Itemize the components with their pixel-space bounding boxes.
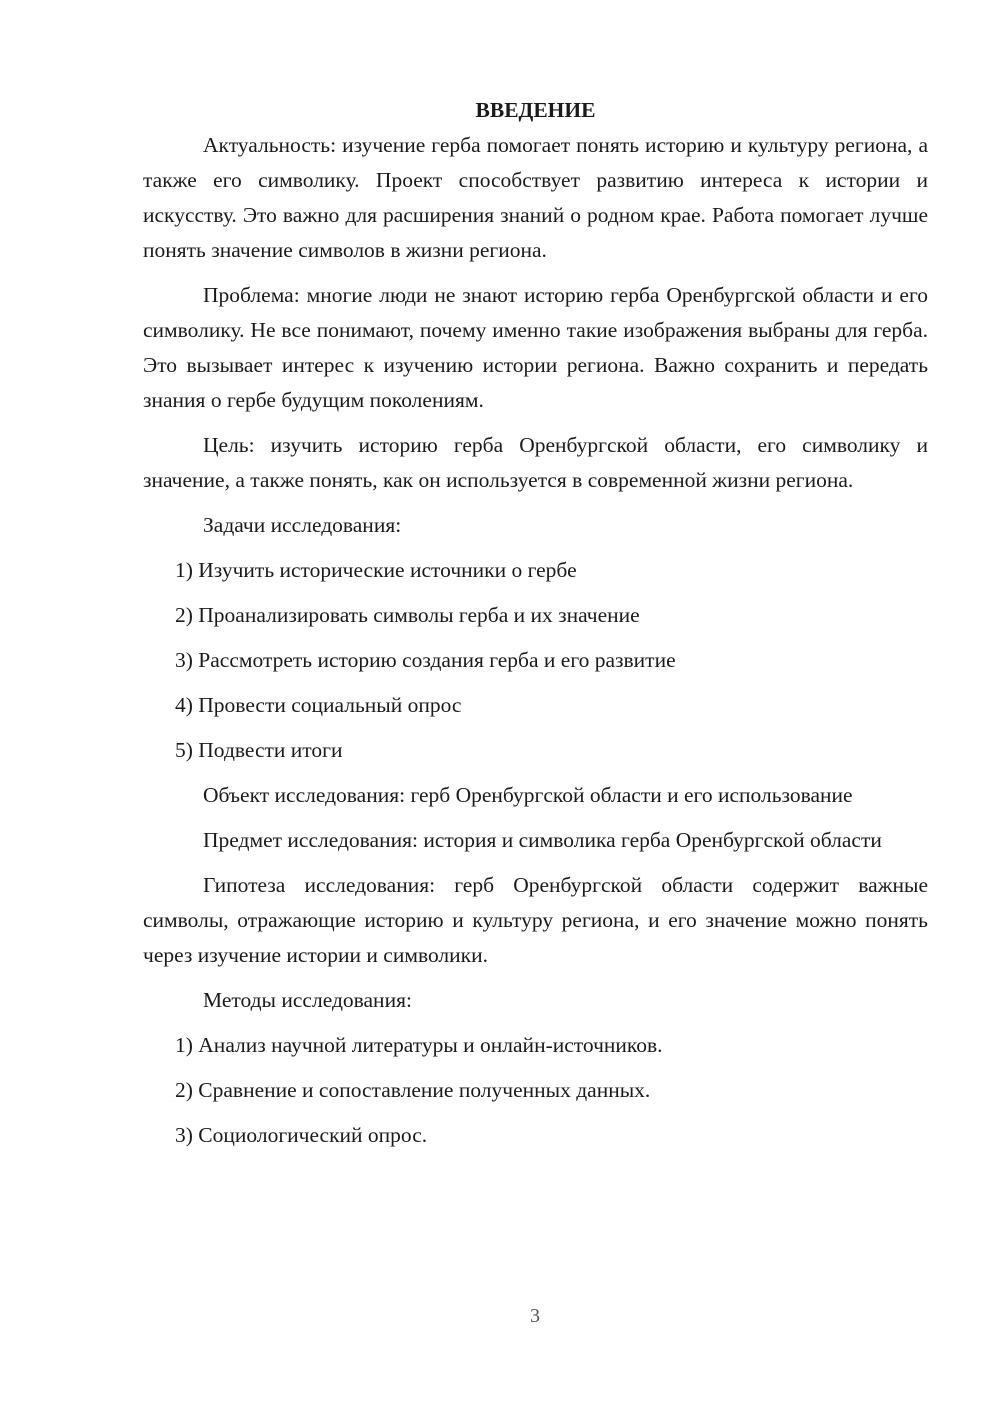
list-item: 3) Социологический опрос. (175, 1123, 428, 1147)
list-item: 1) Анализ научной литературы и онлайн-источников. (175, 1033, 663, 1057)
relevance-paragraph: Актуальность: изучение герба помогает понять историю и культуру региона, а также его символику. Проект способствует развитию интереса к истории и искусству. Это важно для расширения знаний о родном крае. Работа помогает лучше понять значение символов в жизни региона. (143, 133, 928, 262)
list-item: 4) Провести социальный опрос (175, 693, 462, 717)
list-item: 5) Подвести итоги (175, 738, 343, 762)
list-item: 3) Рассмотреть историю создания герба и его развитие (175, 648, 676, 672)
document-page (143, 93, 928, 1163)
page-number: 3 (530, 1305, 540, 1327)
list-item: 2) Сравнение и сопоставление полученных данных. (175, 1078, 651, 1102)
methods-list (143, 1028, 928, 1153)
object-paragraph: Объект исследования: герб Оренбургской области и его использование (203, 783, 853, 807)
goal-paragraph: Цель: изучить историю герба Оренбургской области, его символику и значение, а также понять, как он используется в современной жизни региона. (143, 433, 928, 492)
methods-label: Методы исследования: (203, 988, 412, 1012)
list-item: 1) Изучить исторические источники о гербе (175, 558, 577, 582)
page-title: ВВЕДЕНИЕ (475, 98, 596, 122)
subject-paragraph: Предмет исследования: история и символика герба Оренбургской области (203, 828, 882, 852)
list-item: 2) Проанализировать символы герба и их значение (175, 603, 640, 627)
tasks-label: Задачи исследования: (203, 513, 402, 537)
tasks-list (143, 553, 928, 768)
hypothesis-paragraph: Гипотеза исследования: герб Оренбургской области содержит важные символы, отражающие историю и культуру региона, и его значение можно понять через изучение истории и символики. (143, 873, 928, 967)
problem-paragraph: Проблема: многие люди не знают историю герба Оренбургской области и его символику. Не все понимают, почему именно такие изображения выбраны для герба. Это вызывает интерес к изучению истории региона. Важно сохранить и передать знания о гербе будущим поколениям. (143, 283, 928, 412)
